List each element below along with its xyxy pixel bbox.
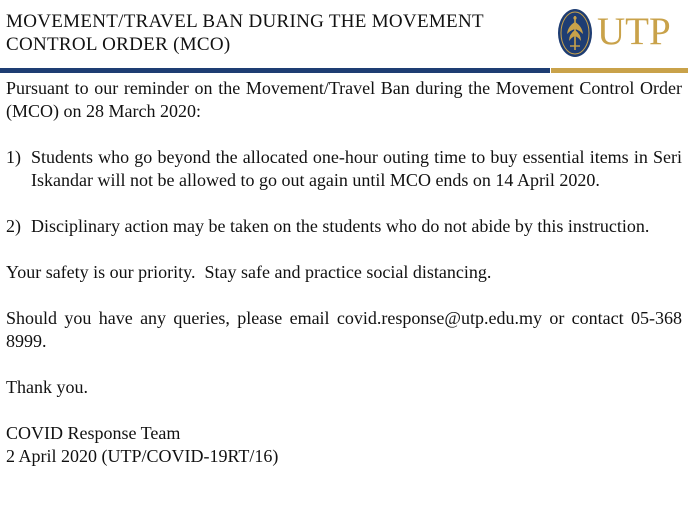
contact-paragraph: Should you have any queries, please email covid.response@utp.edu.my or contact 05-368 8999. [6, 308, 682, 351]
list-item [6, 146, 682, 192]
intro-paragraph: Pursuant to our reminder on the Movement/Travel Ban during the Movement Control Order (MCO) on 28 March 2020: [6, 78, 682, 121]
list-item-number: 1) [6, 147, 21, 167]
header [0, 0, 688, 68]
list-item [6, 215, 682, 238]
utp-emblem-icon [557, 8, 593, 58]
page-title [6, 10, 546, 56]
list-item-number: 2) [6, 216, 21, 236]
header-rule-gold [551, 68, 688, 73]
signature-date: 2 April 2020 (UTP/COVID-19RT/16) [6, 446, 279, 466]
logo-wordmark: UTP [597, 10, 671, 53]
header-rule-blue [0, 68, 550, 73]
signature-team: COVID Response Team [6, 423, 181, 443]
safety-paragraph: Your safety is our priority. Stay safe and practice social distancing. [6, 262, 492, 282]
utp-logo [557, 6, 685, 60]
notice-body [6, 77, 682, 468]
title-line-1: MOVEMENT/TRAVEL BAN DURING THE MOVEMENT [6, 11, 484, 32]
list-item-text: Disciplinary action may be taken on the students who do not abide by this instruction. [31, 216, 650, 236]
title-line-2: CONTROL ORDER (MCO) [6, 34, 231, 55]
list-item-text: Students who go beyond the allocated one-hour outing time to buy essential items in Seri Iskandar will not be allowed to go out again until MCO ends on 14 April 2020. [31, 147, 682, 190]
thanks-paragraph: Thank you. [6, 377, 88, 397]
